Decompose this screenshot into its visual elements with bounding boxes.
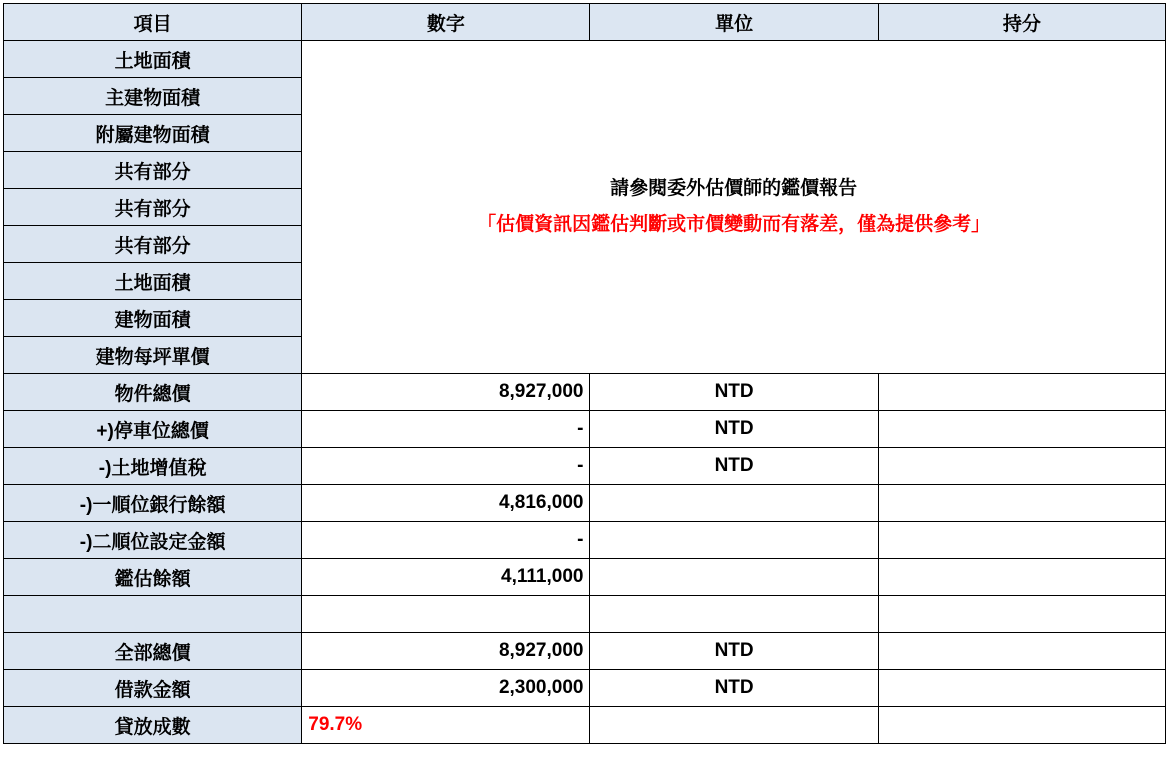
row-number: - [302,522,590,559]
table-row [4,374,1166,411]
table-row [4,559,1166,596]
row-share [878,670,1165,707]
column-header-number: 數字 [302,4,590,41]
valuation-sheet [0,3,1168,777]
row-unit: NTD [590,633,878,670]
row-number: 2,300,000 [302,670,590,707]
column-header-unit: 單位 [590,4,878,41]
row-label: 共有部分 [4,189,302,226]
table-row [4,522,1166,559]
row-number: 4,111,000 [302,559,590,596]
row-number [302,596,590,633]
row-share [878,411,1165,448]
loan-to-value-ratio: 79.7% [302,707,590,744]
row-share [878,707,1165,744]
row-number: 4,816,000 [302,485,590,522]
table-row [4,411,1166,448]
table-header-row [4,4,1166,41]
row-label [4,596,302,633]
row-unit: NTD [590,670,878,707]
row-label: +)停車位總價 [4,411,302,448]
row-unit: NTD [590,374,878,411]
row-label: 全部總價 [4,633,302,670]
row-number: 8,927,000 [302,374,590,411]
row-label: 主建物面積 [4,78,302,115]
row-number: - [302,448,590,485]
table-row [4,707,1166,744]
table-row-spacer [4,596,1166,633]
row-share [878,448,1165,485]
row-label: -)二順位設定金額 [4,522,302,559]
column-header-share: 持分 [878,4,1165,41]
row-unit [590,559,878,596]
row-label: 共有部分 [4,226,302,263]
row-label: 借款金額 [4,670,302,707]
row-unit: NTD [590,448,878,485]
note-line-1: 請參閱委外估價師的鑑價報告 [610,177,858,199]
row-label: 建物面積 [4,300,302,337]
row-label: 附屬建物面積 [4,115,302,152]
row-unit: NTD [590,411,878,448]
table-row [4,485,1166,522]
table-row [4,448,1166,485]
table-row [4,633,1166,670]
row-unit [590,596,878,633]
row-share [878,485,1165,522]
valuation-report-note [302,41,1166,374]
table-row [4,41,1166,78]
row-share [878,633,1165,670]
row-share [878,596,1165,633]
row-number: - [302,411,590,448]
row-unit [590,485,878,522]
row-label: 建物每坪單價 [4,337,302,374]
row-label: 共有部分 [4,152,302,189]
row-label: -)一順位銀行餘額 [4,485,302,522]
row-number: 8,927,000 [302,633,590,670]
row-label: 鑑估餘額 [4,559,302,596]
row-label: -)土地增值稅 [4,448,302,485]
valuation-table [3,3,1166,744]
row-label: 土地面積 [4,41,302,78]
row-unit [590,522,878,559]
row-share [878,559,1165,596]
note-line-2: 「估價資訊因鑑估判斷或市價變動而有落差，僅為提供參考」 [477,214,991,235]
column-header-item: 項目 [4,4,302,41]
row-unit [590,707,878,744]
row-label: 物件總價 [4,374,302,411]
table-row [4,670,1166,707]
row-share [878,522,1165,559]
row-label: 貸放成數 [4,707,302,744]
row-label: 土地面積 [4,263,302,300]
row-share [878,374,1165,411]
